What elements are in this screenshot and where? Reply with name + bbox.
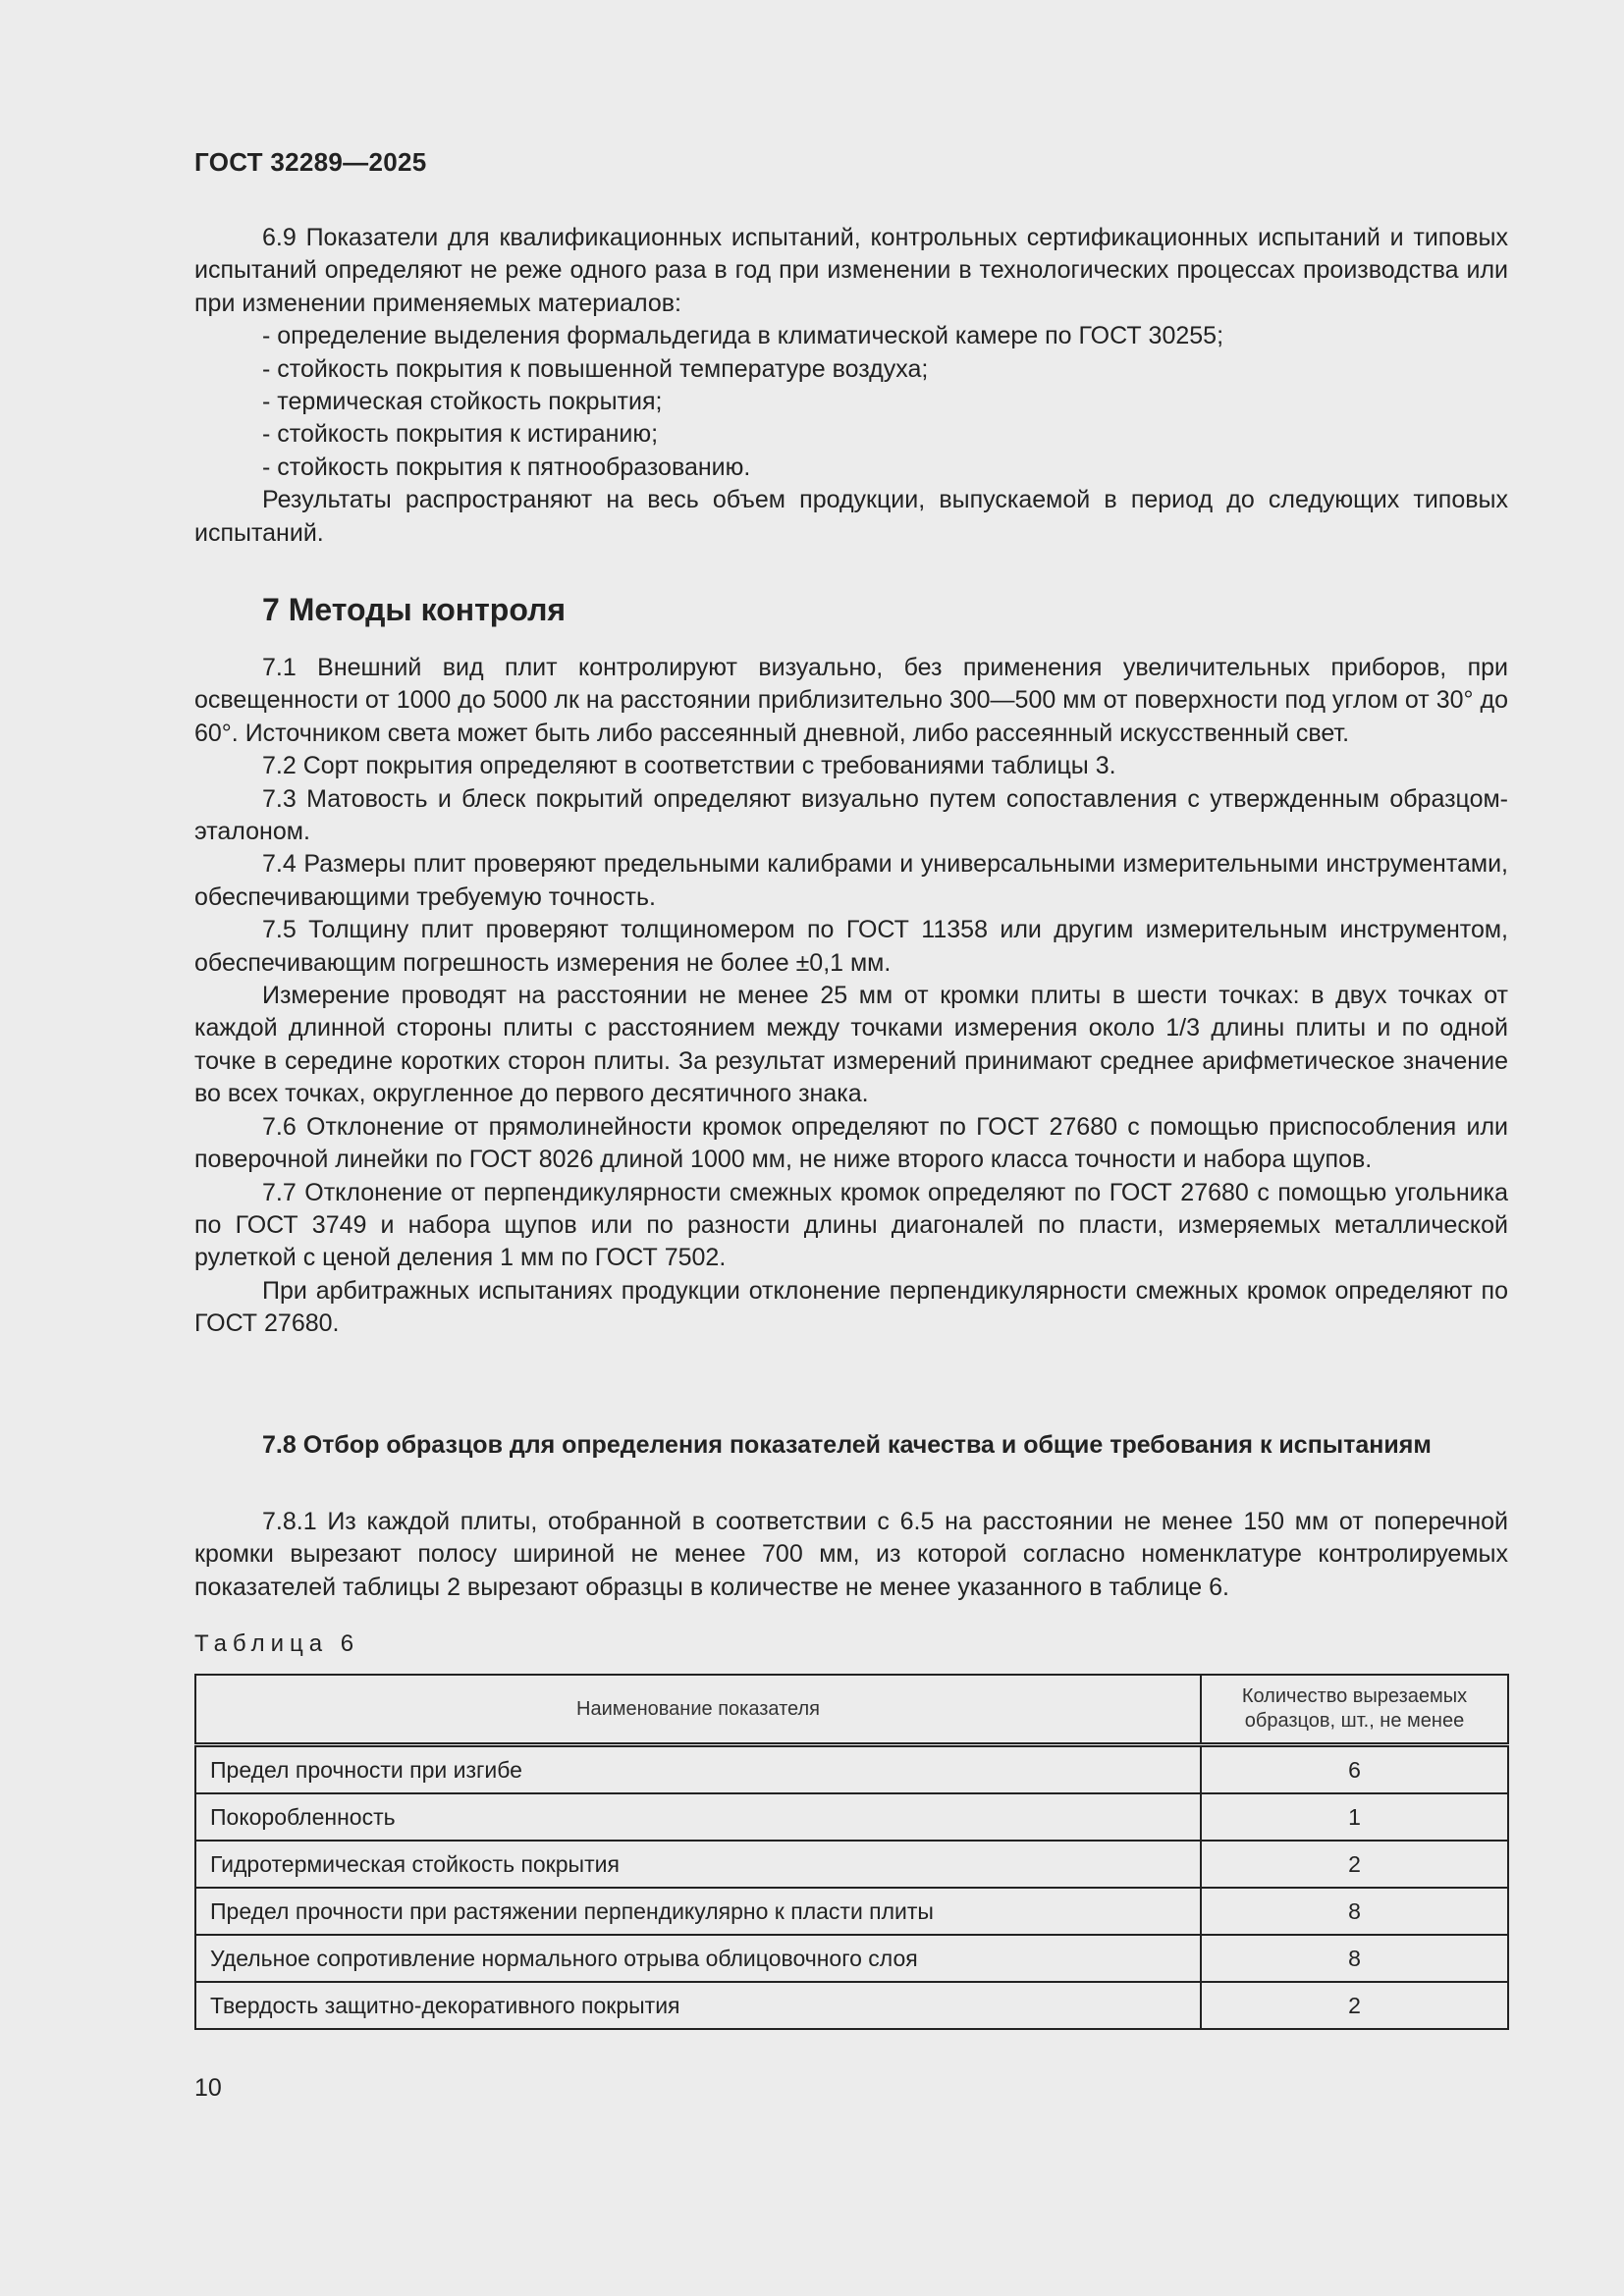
row-name: Удельное сопротивление нормального отрыва облицовочного слоя	[195, 1935, 1201, 1982]
page-number: 10	[194, 2074, 222, 2102]
table-row	[195, 1888, 1508, 1935]
list-item: - термическая стойкость покрытия;	[262, 388, 663, 416]
table-row	[195, 1935, 1508, 1982]
table-caption: Таблица 6	[194, 1630, 360, 1657]
list-item: - стойкость покрытия к повышенной температуре воздуха;	[262, 354, 929, 383]
row-count: 1	[1201, 1793, 1508, 1841]
section-7-title: 7 Методы контроля	[262, 592, 567, 627]
row-name: Покоробленность	[195, 1793, 1201, 1841]
row-count: 2	[1201, 1982, 1508, 2029]
row-name: Предел прочности при изгибе	[195, 1745, 1201, 1794]
table-row	[195, 1982, 1508, 2029]
document-header: ГОСТ 32289—2025	[194, 147, 427, 177]
row-count: 6	[1201, 1745, 1508, 1794]
column-header-name: Наименование показателя	[195, 1675, 1201, 1745]
column-header-count: Количество вырезаемых образцов, шт., не менее	[1201, 1675, 1508, 1745]
list-item: - определение выделения формальдегида в климатической камере по ГОСТ 30255;	[262, 322, 1224, 350]
row-count: 2	[1201, 1841, 1508, 1888]
section-7-body	[194, 652, 1508, 1341]
list-item: - стойкость покрытия к истиранию;	[262, 420, 659, 449]
row-name: Гидротермическая стойкость покрытия	[195, 1841, 1201, 1888]
paragraph-7-6: 7.6 Отклонение от прямолинейности кромок определяют по ГОСТ 27680 с помощью приспособления или поверочной линейки по ГОСТ 8026 длиной 1000 мм, не ниже второго класса точности и набора щупов.	[194, 1112, 1508, 1174]
row-count: 8	[1201, 1888, 1508, 1935]
table-row	[195, 1841, 1508, 1888]
paragraph-7-3: 7.3 Матовость и блеск покрытий определяют визуально путем сопоставления с утвержденным образцом-эталоном.	[194, 784, 1508, 846]
paragraph-7-5: 7.5 Толщину плит проверяют толщиномером по ГОСТ 11358 или другим измерительным инструментом, обеспечивающим погрешность измерения не более ±0,1 мм.	[194, 916, 1508, 977]
row-name: Предел прочности при растяжении перпендикулярно к пласти плиты	[195, 1888, 1201, 1935]
paragraph-7-8-1: 7.8.1 Из каждой плиты, отобранной в соответствии с 6.5 на расстоянии не менее 150 мм от поперечной кромки вырезают полосу шириной не менее 700 мм, из которой согласно номенклатуре контролируемых показателей таблицы 2 вырезают образцы в количестве не менее указанного в таблице 6.	[194, 1508, 1508, 1601]
row-name: Твердость защитно-декоративного покрытия	[195, 1982, 1201, 2029]
table-row	[195, 1793, 1508, 1841]
paragraph-7-7: 7.7 Отклонение от перпендикулярности смежных кромок определяют по ГОСТ 27680 с помощью угольника по ГОСТ 3749 и набора щупов или по разности длины диагоналей по пласти, измеряемых металлической рулеткой с ценой деления 1 мм по ГОСТ 7502.	[194, 1178, 1508, 1272]
section-6-9	[194, 222, 1508, 550]
section-7-8-body	[194, 1506, 1508, 1604]
table-row	[195, 1745, 1508, 1794]
paragraph-7-4: 7.4 Размеры плит проверяют предельными калибрами и универсальными измерительными инструментами, обеспечивающими требуемую точность.	[194, 850, 1508, 911]
section-7-8-title: 7.8 Отбор образцов для определения показателей качества и общие требования к испытаниям	[262, 1431, 1432, 1459]
row-count: 8	[1201, 1935, 1508, 1982]
paragraph-6-9-outro: Результаты распространяют на весь объем продукции, выпускаемой в период до следующих типовых испытаний.	[194, 486, 1508, 547]
paragraph-7-7-arbitration: При арбитражных испытаниях продукции отклонение перпендикулярности смежных кромок определяют по ГОСТ 27680.	[194, 1276, 1508, 1338]
paragraph-7-5-measurement: Измерение проводят на расстоянии не менее 25 мм от кромки плиты в шести точках: в двух точках от каждой длинной стороны плиты с расстоянием между точками измерения около 1/3 длины плиты и по одной точке в середине коротких сторон плиты. За результат измерений принимают среднее арифметическое значение во всех точках, округленное до первого десятичного знака.	[194, 982, 1508, 1108]
paragraph-7-1: 7.1 Внешний вид плит контролируют визуально, без применения увеличительных приборов, при освещенности от 1000 до 5000 лк на расстоянии приблизительно 300—500 мм от поверхности под углом от 30° до 60°. Источником света может быть либо рассеянный дневной, либо рассеянный искусственный свет.	[194, 654, 1508, 747]
paragraph-6-9-intro: 6.9 Показатели для квалификационных испытаний, контрольных сертификационных испытаний и типовых испытаний определяют не реже одного раза в год при изменении в технологических процессах производства или при изменении применяемых материалов:	[194, 224, 1508, 317]
table-6	[194, 1674, 1509, 2030]
list-item: - стойкость покрытия к пятнообразованию.	[262, 453, 751, 481]
paragraph-7-2: 7.2 Сорт покрытия определяют в соответствии с требованиями таблицы 3.	[262, 752, 1116, 780]
table-header-row	[195, 1675, 1508, 1745]
